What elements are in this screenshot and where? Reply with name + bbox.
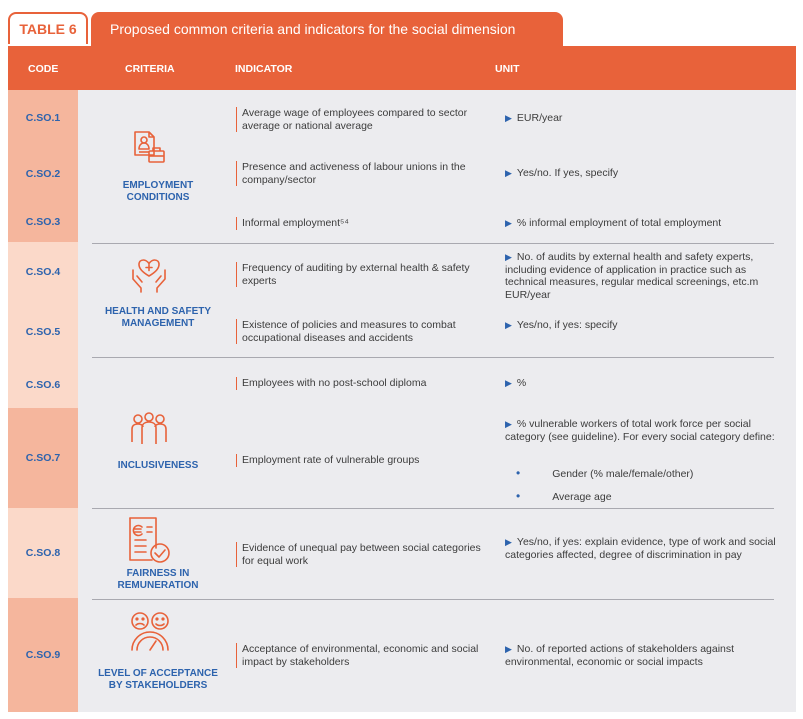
faces-gauge-icon [129, 612, 171, 652]
header-code: CODE [28, 63, 59, 75]
unit-text: ▶ % informal employment of total employment [505, 217, 722, 229]
hands-heart-icon [130, 256, 168, 294]
bullet-triangle-icon: ▶ [505, 537, 512, 547]
bullet-triangle-icon: ▶ [505, 252, 512, 262]
criteria-label-employment: EMPLOYMENT CONDITIONS [122, 180, 194, 203]
code-cell: C.SO.7 [8, 408, 78, 508]
bullet-triangle-icon: ▶ [505, 168, 512, 178]
indicator-text: Employment rate of vulnerable groups [236, 454, 482, 467]
group-divider [92, 357, 774, 358]
unit-text: ▶ EUR/year [505, 112, 563, 124]
code-cell: C.SO.4 [8, 242, 78, 302]
group-divider [92, 508, 774, 509]
indicator-text: Existence of policies and measures to combat occupational diseases and accidents [236, 319, 482, 344]
unit-text: ▶ % [505, 377, 527, 389]
table-header [8, 46, 796, 90]
bullet-triangle-icon: ▶ [505, 320, 512, 330]
group-divider [92, 243, 774, 244]
criteria-label-acceptance: LEVEL OF ACCEPTANCE BY STAKEHOLDERS [98, 668, 218, 691]
group-people-icon [130, 412, 168, 446]
indicator-text: Employees with no post-school diploma [236, 377, 482, 390]
criteria-label-health-safety: HEALTH AND SAFETY MANAGEMENT [104, 306, 212, 329]
code-cell: C.SO.1 [8, 90, 78, 146]
criteria-label-fairness: FAIRNESS IN REMUNERATION [117, 568, 199, 591]
bullet-dot-icon: • [516, 489, 521, 503]
unit-text: ▶ No. of reported actions of stakeholders against environmental, economic or social impacts [505, 643, 735, 668]
employment-contract-icon [131, 130, 167, 166]
bullet-triangle-icon: ▶ [505, 218, 512, 228]
unit-text: ▶ % vulnerable workers of total work force per social category (see guideline). For every social category define: [505, 418, 775, 443]
code-cell: C.SO.9 [8, 598, 78, 712]
group-divider [92, 599, 774, 600]
bullet-triangle-icon: ▶ [505, 644, 512, 654]
unit-text: ▶ Yes/no, if yes: specify [505, 319, 618, 331]
bullet-dot-icon: • [516, 466, 521, 480]
header-unit: UNIT [495, 63, 520, 75]
indicator-text: Informal employment⁵⁴ [236, 217, 482, 230]
table-title: Proposed common criteria and indicators for the social dimension [91, 12, 563, 46]
unit-text: ▶ Yes/no, if yes: explain evidence, type of work and social categories affected, degree of discrimination in pay [505, 536, 776, 561]
indicator-text: Average wage of employees compared to sector average or national average [236, 107, 482, 132]
indicator-text: Acceptance of environmental, economic and social impact by stakeholders [236, 643, 482, 668]
code-cell: C.SO.3 [8, 202, 78, 242]
code-cell: C.SO.8 [8, 508, 78, 598]
bullet-triangle-icon: ▶ [505, 378, 512, 388]
code-cell: C.SO.5 [8, 302, 78, 362]
table-tag: TABLE 6 [8, 12, 88, 44]
list-item: • Average age [516, 489, 612, 503]
list-item: • Gender (% male/female/other) [516, 466, 694, 480]
unit-text: ▶ Yes/no. If yes, specify [505, 167, 619, 179]
bullet-triangle-icon: ▶ [505, 113, 512, 123]
code-cell: C.SO.6 [8, 362, 78, 408]
header-indicator: INDICATOR [235, 63, 293, 75]
indicator-text: Frequency of auditing by external health & safety experts [236, 262, 482, 287]
euro-document-check-icon [128, 516, 172, 564]
indicator-text: Evidence of unequal pay between social categories for equal work [236, 542, 482, 567]
code-cell: C.SO.2 [8, 146, 78, 202]
indicator-text: Presence and activeness of labour unions in the company/sector [236, 161, 482, 186]
header-criteria: CRITERIA [125, 63, 175, 75]
unit-text: ▶ No. of audits by external health and safety experts, including evidence of application in practice such as technical measures, regular medical screenings, etc.m EUR/year [505, 251, 759, 301]
table-body [8, 90, 796, 712]
criteria-label-inclusiveness: INCLUSIVENESS [117, 460, 199, 471]
bullet-triangle-icon: ▶ [505, 419, 512, 429]
